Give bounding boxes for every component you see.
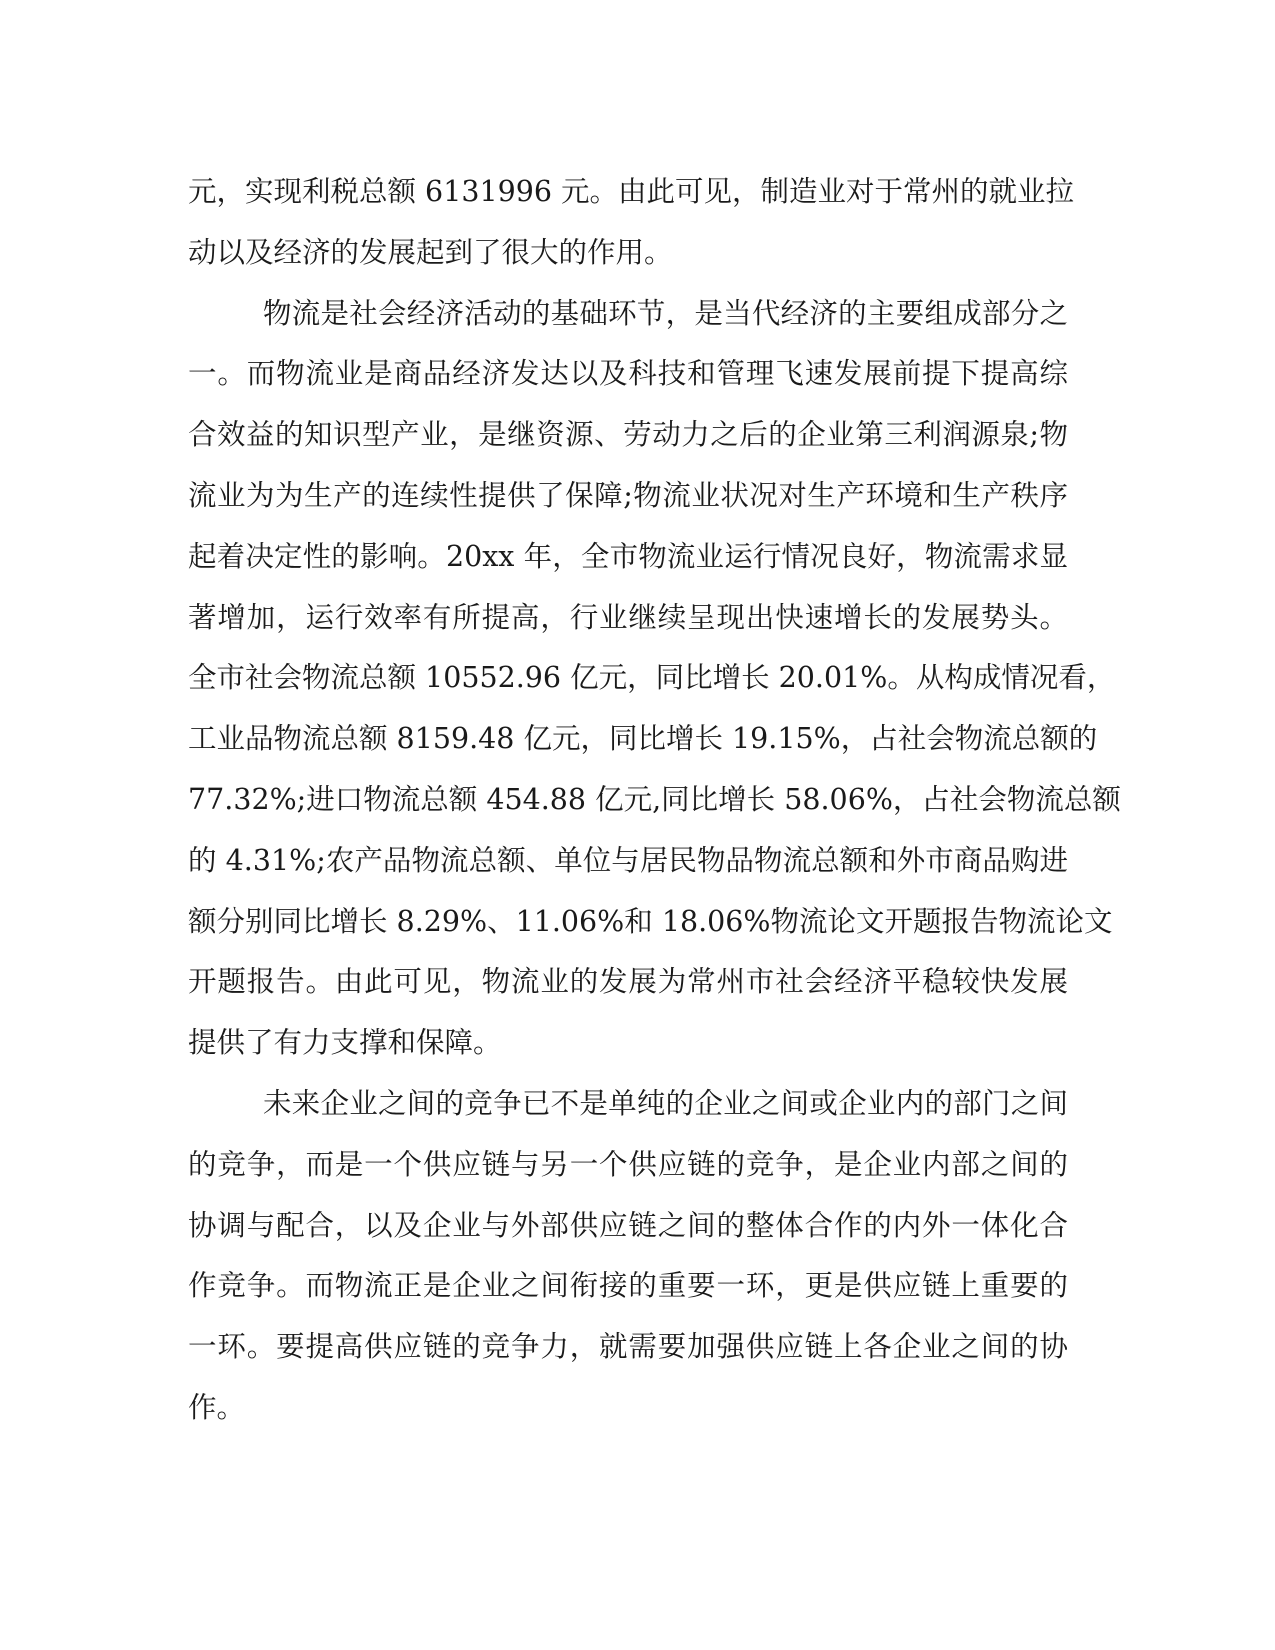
text-line: 合效益的知识型产业，是继资源、劳动力之后的企业第三利润源泉;物 [188, 418, 1068, 452]
text-line: 元，实现利税总额 6131996 元。由此可见，制造业对于常州的就业拉 [188, 175, 1075, 208]
text-line: 著增加，运行效率有所提高，行业继续呈现出快速增长的发展势头。 [188, 600, 1068, 634]
text-line: 的竞争，而是一个供应链与另一个供应链的竞争，是企业内部之间的 [188, 1147, 1068, 1181]
text-line: 开题报告。由此可见，物流业的发展为常州市社会经济平稳较快发展 [188, 965, 1068, 999]
body-text [188, 162, 1121, 1439]
text-line: 未来企业之间的竞争已不是单纯的企业之间或企业内的部门之间 [263, 1086, 1068, 1120]
text-line: 全市社会物流总额 10552.96 亿元，同比增长 20.01%。从构成情况看， [188, 661, 1116, 695]
text-line: 一环。要提高供应链的竞争力，就需要加强供应链上各企业之间的协 [188, 1330, 1068, 1364]
text-line: 一。而物流业是商品经济发达以及科技和管理飞速发展前提下提高综 [188, 357, 1068, 391]
text-line: 作。 [188, 1390, 246, 1424]
text-line: 起着决定性的影响。20xx 年，全市物流业运行情况良好，物流需求显 [188, 539, 1068, 573]
paragraph-1 [188, 162, 1075, 284]
text-line: 的 4.31%;农产品物流总额、单位与居民物品物流总额和外市商品购进 [188, 843, 1068, 877]
text-line: 协调与配合，以及企业与外部供应链之间的整体合作的内外一体化合 [188, 1208, 1068, 1242]
text-line: 提供了有力支撑和保障。 [188, 1026, 502, 1060]
paragraph-3 [188, 1074, 1068, 1439]
text-line: 工业品物流总额 8159.48 亿元，同比增长 19.15%，占社会物流总额的 [188, 722, 1098, 756]
text-line: 77.32%;进口物流总额 454.88 亿元,同比增长 58.06%，占社会物流总额 [188, 782, 1121, 816]
text-line: 物流是社会经济活动的基础环节，是当代经济的主要组成部分之 [263, 296, 1068, 330]
paragraph-2 [188, 284, 1121, 1074]
text-line: 动以及经济的发展起到了很大的作用。 [188, 235, 673, 269]
text-line: 作竞争。而物流正是企业之间衔接的重要一环，更是供应链上重要的 [188, 1269, 1068, 1303]
text-line: 流业为为生产的连续性提供了保障;物流业状况对生产环境和生产秩序 [188, 478, 1068, 512]
text-line: 额分别同比增长 8.29%、11.06%和 18.06%物流论文开题报告物流论文 [188, 904, 1113, 938]
